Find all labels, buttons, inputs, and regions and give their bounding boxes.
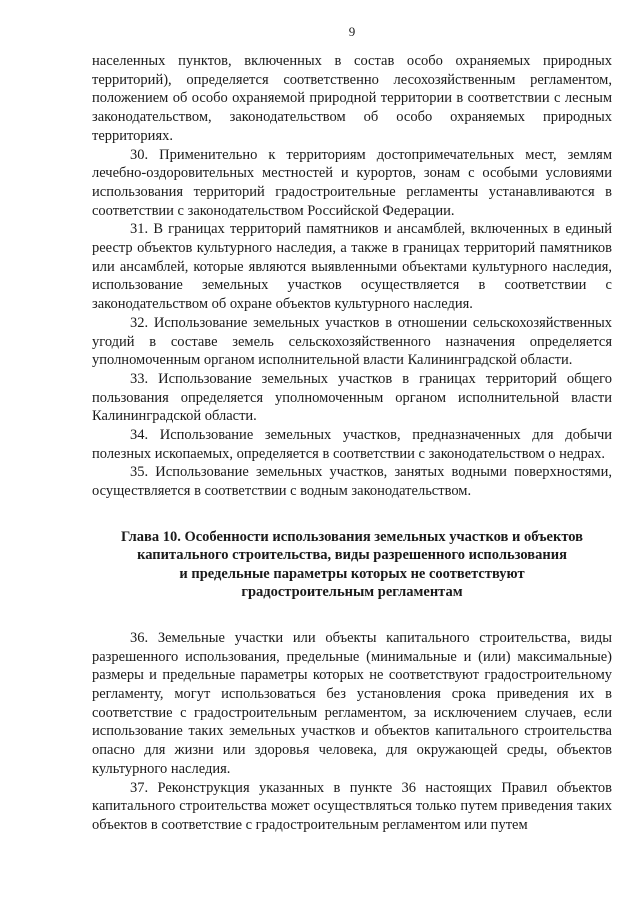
page-number: 9 <box>348 24 356 39</box>
chapter-title-line: Глава 10. Особенности использования земельных участков и объектов <box>121 528 583 545</box>
paragraph-36: 36. Земельные участки или объекты капитального строительства, виды разрешенного использования, предельные (минимальные и (или) максимальные) размеры и предельные параметры которых не соответствуют градостроительному регламенту, могут использоваться без установления срока приведения их в соответствие с градостроительным регламентом, за исключением случаев, если использование таких земельных участков и объектов капитального строительства опасно для жизни или здоровья человека, для окружающей среды, объектов культурного наследия. <box>92 629 612 777</box>
paragraph-35: 35. Использование земельных участков, занятых водными поверхностями, осуществляется в соответствии с водным законодательством. <box>92 464 612 500</box>
chapter-title-line: капитального строительства, виды разрешенного использования <box>137 547 567 564</box>
paragraph-33: 33. Использование земельных участков в границах территорий общего пользования определяется уполномоченным органом исполнительной власти Калининградской области. <box>92 370 612 425</box>
chapter-title <box>92 528 612 602</box>
paragraph-32: 32. Использование земельных участков в отношении сельскохозяйственных угодий в составе земель сельскохозяйственного назначения определяется уполномоченным органом исполнительной власти Калининградской области. <box>92 314 612 369</box>
chapter-title-line: градостроительным регламентам <box>241 584 463 601</box>
paragraph-34: 34. Использование земельных участков, предназначенных для добычи полезных ископаемых, определяется в соответствии с законодательством о недрах. <box>92 427 612 462</box>
paragraph-30: 30. Применительно к территориям достопримечательных мест, землям лечебно-оздоровительных местностей и курортов, зонам с особыми условиями использования территорий градостроительные регламенты устанавливаются в соответствии с законодательством Российской Федерации. <box>92 146 612 219</box>
paragraph-37: 37. Реконструкция указанных в пункте 36 настоящих Правил объектов капитального строительства может осуществляться только путем приведения таких объектов в соответствие с градостроительным регламентом или путем <box>92 779 612 833</box>
document-page <box>92 24 612 835</box>
paragraph-continuation: населенных пунктов, включенных в состав особо охраняемых природных территорий), определяется соответственно лесохозяйственным регламентом, положением об особо охраняемой природной территории в соответствии с лесным законодательством, законодательством об особо охраняемых природных территориях. <box>92 53 612 144</box>
paragraph-31: 31. В границах территорий памятников и ансамблей, включенных в единый реестр объектов культурного наследия, а также в границах территорий памятников или ансамблей, которые являются выявленными объектами культурного наследия, использование земельных участков осуществляется в соответствии с законодательством об охране объектов культурного наследия. <box>92 221 612 313</box>
chapter-title-line: и предельные параметры которых не соответствуют <box>179 565 525 582</box>
